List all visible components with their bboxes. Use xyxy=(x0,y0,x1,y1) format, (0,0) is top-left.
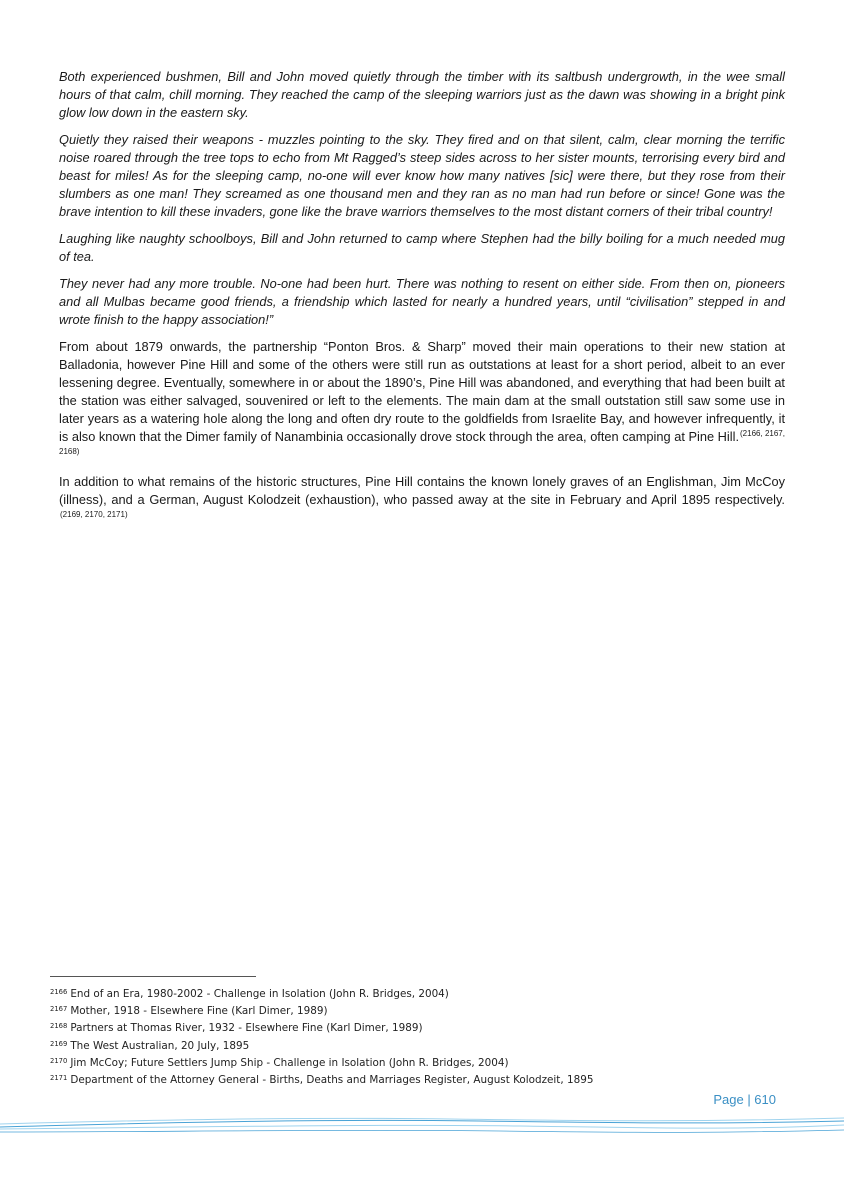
citation-ref[interactable]: (2169, 2170, 2171) xyxy=(60,510,128,519)
body-text xyxy=(59,68,785,536)
footnote-number: 2171 xyxy=(50,1074,68,1083)
footnote-number: 2169 xyxy=(50,1039,68,1048)
footnote-item xyxy=(50,1054,790,1071)
footnote-item xyxy=(50,1019,790,1036)
footnote-number: 2168 xyxy=(50,1022,68,1031)
body-paragraph-2-text: In addition to what remains of the historic structures, Pine Hill contains the known lonely graves of an Englishman, Jim McCoy (illness), and a German, August Kolodzeit (exhaustion), who passed away at the site in February and April 1895 respectively. xyxy=(59,474,785,507)
footnote-number: 2170 xyxy=(50,1056,68,1065)
body-paragraph-1-text: From about 1879 onwards, the partnership “Ponton Bros. & Sharp” moved their main operations to their new station at Balladonia, however Pine Hill and some of the others were still run as outstations at least for a short period, albeit to an ever lessening degree. Eventually, somewhere in or about the 1890’s, Pine Hill was abandoned, and everything that had been built at the station was either salvaged, souvenired or left to the elements. The main dam at the small outstation still saw some use in later years as a watering hole along the long and often dry route to the goldfields from Israelite Bay, and however infrequently, it is also known that the Dimer family of Nanambinia occasionally drove stock through the area, often camping at Pine Hill. xyxy=(59,339,785,444)
page-number: Page | 610 xyxy=(713,1092,776,1107)
quote-paragraph-1: Both experienced bushmen, Bill and John moved quietly through the timber with its saltbush undergrowth, in the wee small hours of that calm, chill morning. They reached the camp of the sleeping warriors just as the dawn was showing in a bright pink glow low down in the eastern sky. xyxy=(59,69,785,120)
footnote-item xyxy=(50,1071,790,1088)
body-paragraph-1 xyxy=(59,338,785,464)
citation-ref[interactable]: (2166, 2167, 2168) xyxy=(59,429,785,456)
footnotes xyxy=(50,985,790,1088)
footnote-text: End of an Era, 1980-2002 - Challenge in Isolation (John R. Bridges, 2004) xyxy=(70,988,449,1000)
footnote-item xyxy=(50,1002,790,1019)
footnote-item xyxy=(50,1037,790,1054)
wave-line-3 xyxy=(0,1125,844,1129)
footnote-text: Mother, 1918 - Elsewhere Fine (Karl Dimer, 1989) xyxy=(70,1005,328,1018)
wave-line-4 xyxy=(0,1130,844,1132)
footnote-separator xyxy=(50,976,256,977)
footer-wave-decoration xyxy=(0,1110,844,1140)
footnote-item xyxy=(50,985,790,1002)
footnote-text: Partners at Thomas River, 1932 - Elsewhere Fine (Karl Dimer, 1989) xyxy=(70,1022,423,1035)
body-paragraph-2 xyxy=(59,473,785,527)
footnote-number: 2167 xyxy=(50,1005,68,1014)
footnote-text: Department of the Attorney General - Births, Deaths and Marriages Register, August Kolodzeit, 1895 xyxy=(70,1074,594,1087)
quote-paragraph-2: Quietly they raised their weapons - muzzles pointing to the sky. They fired and on that silent, calm, clear morning the terrific noise roared through the tree tops to echo from Mt Ragged’s steep sides across to her sister mounts, terrorising every bird and beast for miles! As for the sleeping camp, no-one will ever know how many natives [sic] were there, but they rose from their slumbers as one man! They screamed as one thousand men and they ran as no man had run before or since! Gone was the brave intention to kill these invaders, gone like the brave warriors themselves to the most distant corners of their tribal country! xyxy=(59,132,785,219)
quote-paragraph-3: Laughing like naughty schoolboys, Bill and John returned to camp where Stephen had the billy boiling for a much needed mug of tea. xyxy=(59,231,785,264)
quote-paragraph-4: They never had any more trouble. No-one had been hurt. There was nothing to resent on either side. From then on, pioneers and all Mulbas became good friends, a friendship which lasted for nearly a hundred years, until “civilisation” stepped in and wrote finish to the happy association!” xyxy=(59,276,785,327)
footnote-text: Jim McCoy; Future Settlers Jump Ship - Challenge in Isolation (John R. Bridges, 2004) xyxy=(70,1056,509,1069)
footnote-text: The West Australian, 20 July, 1895 xyxy=(70,1039,250,1052)
footnote-number: 2166 xyxy=(50,988,68,996)
